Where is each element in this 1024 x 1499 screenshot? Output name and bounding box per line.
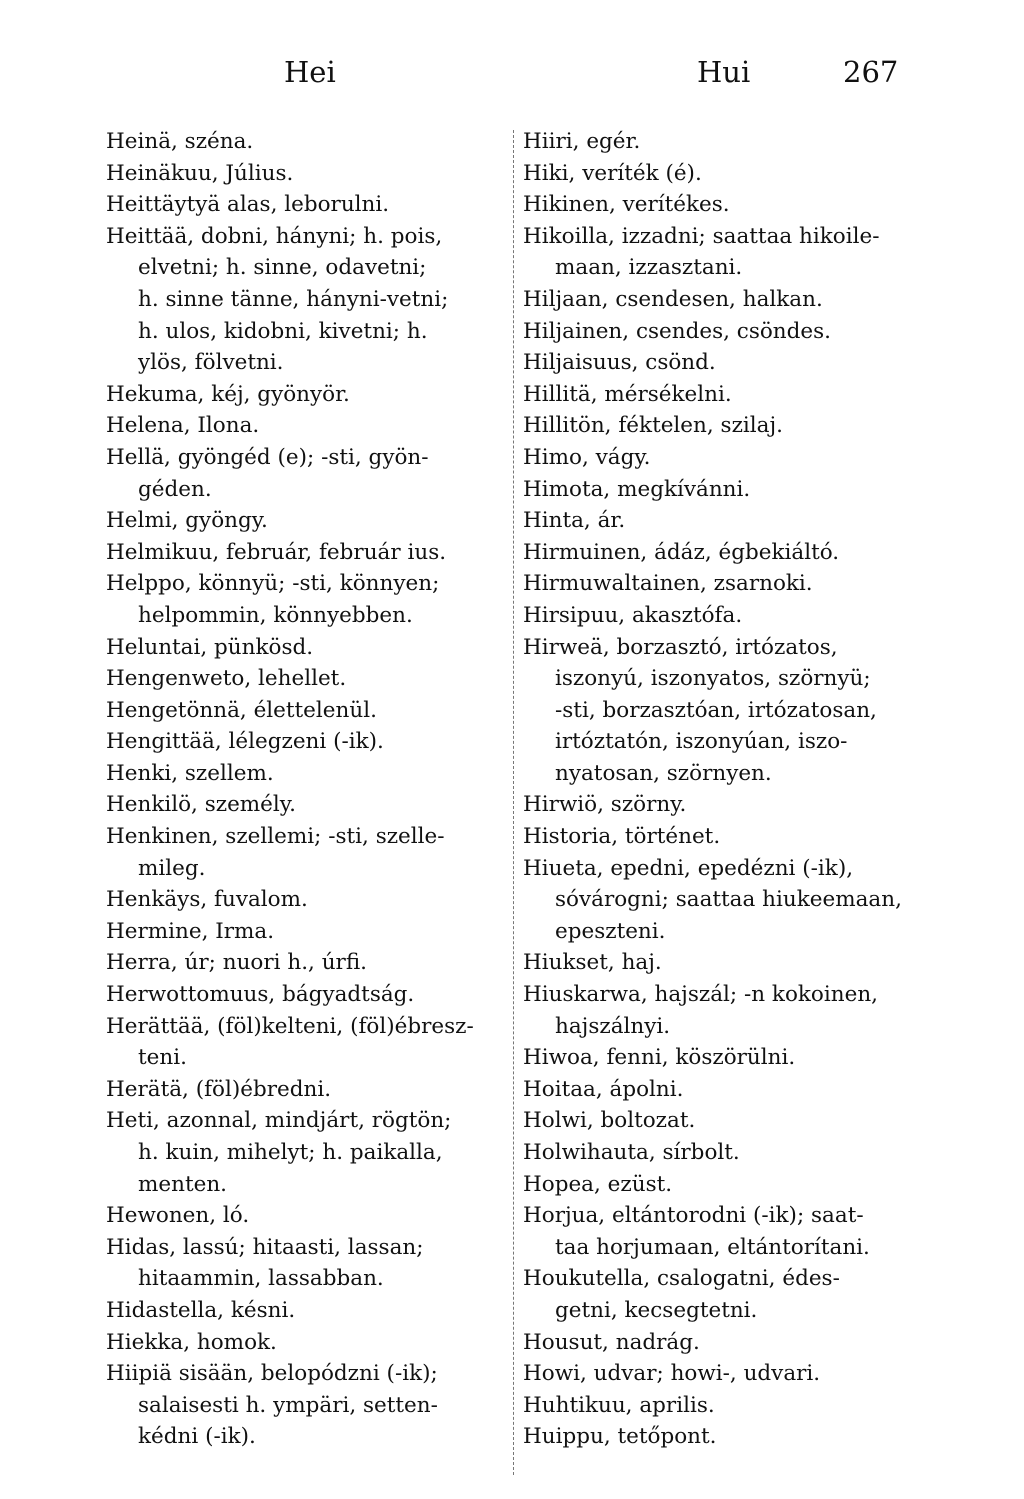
entry-headline: Hewonen, ló. bbox=[106, 1203, 250, 1229]
dictionary-entry bbox=[523, 347, 923, 379]
entry-headline: Heinä, széna. bbox=[106, 129, 254, 154]
dictionary-entry bbox=[106, 189, 508, 221]
dictionary-entry bbox=[523, 947, 923, 979]
entry-headline: Housut, nadrág. bbox=[523, 1329, 700, 1355]
entry-headline: Hinta, ár. bbox=[523, 508, 626, 534]
dictionary-entry bbox=[106, 379, 508, 411]
entry-headline: Hengetönnä, élettelenül. bbox=[106, 697, 377, 723]
dictionary-entry bbox=[106, 505, 508, 537]
entry-headline: Hidas, lassú; hitaasti, lassan; bbox=[106, 1234, 424, 1260]
dictionary-entry bbox=[106, 1295, 508, 1327]
entry-continuation: hitaammin, lassabban. bbox=[138, 1266, 384, 1292]
entry-headline: Helmi, gyöngy. bbox=[106, 508, 268, 534]
entry-headline: Hiiri, egér. bbox=[523, 129, 641, 154]
entry-headline: Himota, megkívánni. bbox=[523, 476, 751, 502]
dictionary-entry bbox=[106, 537, 508, 569]
dictionary-entry bbox=[106, 1358, 508, 1453]
entry-headline: Hirwiö, szörny. bbox=[523, 792, 687, 818]
entry-continuation: epeszteni. bbox=[555, 918, 666, 944]
dictionary-entry bbox=[523, 568, 923, 600]
entry-headline: Hiljaan, csendesen, halkan. bbox=[523, 286, 823, 312]
dictionary-entry bbox=[523, 126, 923, 158]
entry-continuation: ylös, fölvetni. bbox=[138, 350, 284, 376]
entry-headline: Hikoilla, izzadni; saattaa hikoile- bbox=[523, 223, 880, 249]
entry-headline: Hekuma, kéj, gyönyör. bbox=[106, 381, 350, 407]
dictionary-entry bbox=[523, 158, 923, 190]
entry-headline: Hillitön, féktelen, szilaj. bbox=[523, 413, 783, 439]
entry-continuation: teni. bbox=[138, 1045, 187, 1071]
entry-headline: Holwi, boltozat. bbox=[523, 1108, 696, 1134]
entry-headline: Henki, szellem. bbox=[106, 760, 274, 786]
entry-continuation: sóvárogni; saattaa hiukeemaan, bbox=[555, 887, 902, 913]
dictionary-entry bbox=[523, 537, 923, 569]
dictionary-entry bbox=[523, 789, 923, 821]
dictionary-entry bbox=[106, 1011, 508, 1074]
dictionary-entry bbox=[106, 632, 508, 664]
entry-continuation: -sti, borzasztóan, irtózatosan, bbox=[555, 697, 877, 723]
dictionary-entry bbox=[523, 821, 923, 853]
dictionary-entry bbox=[523, 442, 923, 474]
dictionary-entry bbox=[106, 1200, 508, 1232]
entry-headline: Helppo, könnyü; -sti, könnyen; bbox=[106, 571, 440, 597]
dictionary-entry bbox=[106, 789, 508, 821]
dictionary-entry bbox=[523, 1074, 923, 1106]
entry-continuation: mileg. bbox=[138, 855, 206, 881]
entry-continuation: hajszálnyi. bbox=[555, 1013, 671, 1039]
entry-continuation: h. kuin, mihelyt; h. paikalla, bbox=[138, 1140, 443, 1165]
entry-headline: Hiljaisuus, csönd. bbox=[523, 350, 716, 376]
dictionary-entry bbox=[523, 284, 923, 316]
dictionary-entry bbox=[523, 1105, 923, 1137]
entry-continuation: géden. bbox=[138, 476, 212, 502]
running-header bbox=[0, 55, 1024, 105]
entry-headline: Hiljainen, csendes, csöndes. bbox=[523, 318, 832, 344]
dictionary-entry bbox=[523, 316, 923, 348]
entry-headline: Hiipiä sisään, belopódzni (-ik); bbox=[106, 1361, 438, 1387]
dictionary-entry bbox=[523, 189, 923, 221]
entry-headline: Horjua, eltántorodni (-ik); saat- bbox=[523, 1203, 864, 1229]
entry-headline: Helena, Ilona. bbox=[106, 413, 260, 439]
entry-headline: Houkutella, csalogatni, édes- bbox=[523, 1266, 840, 1292]
entry-continuation: h. ulos, kidobni, kivetni; h. bbox=[138, 318, 428, 344]
entry-headline: Holwihauta, sírbolt. bbox=[523, 1140, 740, 1165]
entry-headline: Hopea, ezüst. bbox=[523, 1171, 673, 1197]
left-guide-word: Hei bbox=[284, 55, 336, 89]
column-divider bbox=[513, 130, 514, 1475]
entry-headline: Heittää, dobni, hányni; h. pois, bbox=[106, 223, 443, 249]
dictionary-entry bbox=[523, 1421, 923, 1453]
entry-headline: Hengenweto, lehellet. bbox=[106, 666, 347, 692]
dictionary-entry bbox=[523, 379, 923, 411]
dictionary-entry bbox=[106, 947, 508, 979]
dictionary-entry bbox=[523, 474, 923, 506]
entry-headline: Hirmuinen, ádáz, égbekiáltó. bbox=[523, 539, 840, 565]
dictionary-entry bbox=[106, 884, 508, 916]
dictionary-entry bbox=[523, 853, 923, 948]
page-number: 267 bbox=[843, 55, 899, 89]
entry-continuation: nyatosan, szörnyen. bbox=[555, 760, 772, 786]
dictionary-entry bbox=[523, 1358, 923, 1390]
entry-headline: Helmikuu, február, február ius. bbox=[106, 539, 447, 565]
entry-headline: Hillitä, mérsékelni. bbox=[523, 381, 732, 407]
dictionary-entry bbox=[106, 1232, 508, 1295]
dictionary-entry bbox=[106, 916, 508, 948]
entry-headline: Herätä, (föl)ébredni. bbox=[106, 1076, 332, 1102]
entry-headline: Huhtikuu, aprilis. bbox=[523, 1392, 715, 1418]
entry-continuation: getni, kecsegtetni. bbox=[555, 1297, 758, 1323]
dictionary-entry bbox=[106, 1327, 508, 1359]
entry-continuation: iszonyú, iszonyatos, szörnyü; bbox=[555, 666, 871, 692]
dictionary-entry bbox=[106, 695, 508, 727]
left-column bbox=[106, 126, 508, 1453]
entry-continuation: elvetni; h. sinne, odavetni; bbox=[138, 255, 427, 281]
right-guide-word: Hui bbox=[697, 55, 751, 89]
dictionary-entry bbox=[106, 979, 508, 1011]
entry-continuation: irtóztatón, iszonyúan, iszo- bbox=[555, 729, 848, 755]
entry-headline: Hiki, veríték (é). bbox=[523, 160, 702, 186]
dictionary-entry bbox=[523, 1042, 923, 1074]
entry-headline: Henkäys, fuvalom. bbox=[106, 887, 308, 913]
entry-continuation: salaisesti h. ympäri, setten- bbox=[138, 1392, 438, 1418]
dictionary-entry bbox=[106, 1105, 508, 1200]
entry-headline: Hiueta, epedni, epedézni (-ik), bbox=[523, 855, 854, 881]
dictionary-entry bbox=[523, 1200, 923, 1263]
entry-headline: Hikinen, verítékes. bbox=[523, 192, 730, 218]
entry-headline: Howi, udvar; howi-, udvari. bbox=[523, 1361, 821, 1387]
right-column bbox=[523, 126, 923, 1453]
entry-headline: Hermine, Irma. bbox=[106, 918, 275, 944]
entry-headline: Hiekka, homok. bbox=[106, 1329, 277, 1355]
dictionary-entry bbox=[523, 1137, 923, 1169]
entry-headline: Hidastella, késni. bbox=[106, 1297, 296, 1323]
dictionary-entry bbox=[106, 410, 508, 442]
entry-headline: Herwottomuus, bágyadtság. bbox=[106, 982, 415, 1008]
entry-headline: Historia, történet. bbox=[523, 824, 721, 850]
dictionary-entry bbox=[523, 1327, 923, 1359]
entry-headline: Heluntai, pünkösd. bbox=[106, 634, 314, 660]
dictionary-entry bbox=[523, 221, 923, 284]
dictionary-entry bbox=[523, 1390, 923, 1422]
entry-headline: Henkilö, személy. bbox=[106, 792, 296, 818]
entry-headline: Heittäytyä alas, leborulni. bbox=[106, 192, 390, 218]
dictionary-entry bbox=[106, 663, 508, 695]
entry-continuation: helpommin, könnyebben. bbox=[138, 602, 413, 628]
dictionary-entry bbox=[106, 126, 508, 158]
dictionary-entry bbox=[106, 1074, 508, 1106]
entry-headline: Herra, úr; nuori h., úrfi. bbox=[106, 950, 367, 976]
entry-headline: Huippu, tetőpont. bbox=[523, 1424, 717, 1450]
entry-headline: Heinäkuu, Július. bbox=[106, 160, 294, 186]
dictionary-entry bbox=[523, 1263, 923, 1326]
entry-headline: Hiwoa, fenni, köszörülni. bbox=[523, 1045, 796, 1071]
entry-headline: Hellä, gyöngéd (e); -sti, gyön- bbox=[106, 444, 429, 470]
entry-headline: Hengittää, lélegzeni (-ik). bbox=[106, 729, 384, 755]
entry-headline: Hirmuwaltainen, zsarnoki. bbox=[523, 571, 813, 597]
entry-headline: Hoitaa, ápolni. bbox=[523, 1076, 684, 1102]
dictionary-entry bbox=[106, 442, 508, 505]
entry-headline: Hirsipuu, akasztófa. bbox=[523, 602, 743, 628]
entry-continuation: taa horjumaan, eltántorítani. bbox=[555, 1234, 870, 1260]
dictionary-entry bbox=[523, 632, 923, 790]
dictionary-entry bbox=[106, 568, 508, 631]
entry-headline: Himo, vágy. bbox=[523, 444, 651, 470]
entry-headline: Hirweä, borzasztó, irtózatos, bbox=[523, 634, 838, 660]
dictionary-entry bbox=[106, 758, 508, 790]
dictionary-entry bbox=[523, 979, 923, 1042]
dictionary-entry bbox=[106, 726, 508, 758]
entry-headline: Heti, azonnal, mindjárt, rögtön; bbox=[106, 1108, 452, 1134]
entry-continuation: maan, izzasztani. bbox=[555, 255, 743, 281]
dictionary-entry bbox=[106, 221, 508, 379]
dictionary-entry bbox=[523, 1169, 923, 1201]
entry-continuation: h. sinne tänne, hányni-vetni; bbox=[138, 286, 449, 312]
entry-headline: Henkinen, szellemi; -sti, szelle- bbox=[106, 824, 445, 850]
dictionary-entry bbox=[523, 410, 923, 442]
entry-headline: Herättää, (föl)kelteni, (föl)ébresz- bbox=[106, 1013, 474, 1039]
entry-headline: Hiuskarwa, hajszál; -n kokoinen, bbox=[523, 982, 879, 1008]
entry-continuation: kédni (-ik). bbox=[138, 1424, 256, 1450]
dictionary-entry bbox=[523, 505, 923, 537]
dictionary-entry bbox=[106, 158, 508, 190]
dictionary-entry bbox=[106, 821, 508, 884]
entry-continuation: menten. bbox=[138, 1171, 228, 1197]
dictionary-entry bbox=[523, 600, 923, 632]
entry-headline: Hiukset, haj. bbox=[523, 950, 662, 976]
